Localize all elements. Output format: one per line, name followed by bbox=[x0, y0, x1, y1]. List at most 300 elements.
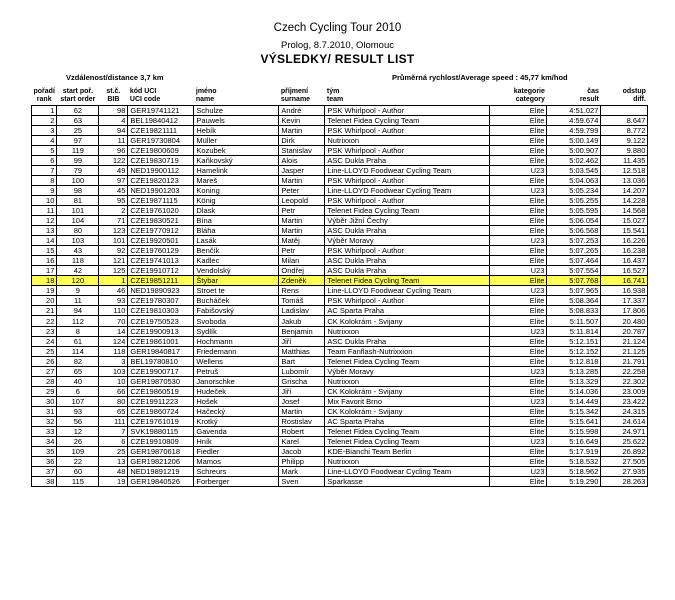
table-row bbox=[32, 376, 648, 386]
cell-first-name: Dlask bbox=[194, 205, 279, 215]
cell-start-order: 103 bbox=[57, 236, 99, 246]
table-row bbox=[32, 135, 648, 145]
cell-uci-code: GER19821206 bbox=[128, 457, 194, 467]
cell-first-name: Forberger bbox=[194, 477, 279, 487]
table-row bbox=[32, 386, 648, 396]
cell-bib: 14 bbox=[99, 326, 128, 336]
cell-result-time: 5:11.814 bbox=[547, 326, 601, 336]
cell-team: ASC Dukla Praha bbox=[325, 155, 490, 165]
cell-diff: 16.938 bbox=[601, 286, 648, 296]
cell-diff: 27.935 bbox=[601, 467, 648, 477]
cell-rank: 25 bbox=[32, 346, 57, 356]
cell-diff: 17.806 bbox=[601, 306, 648, 316]
table-row bbox=[32, 145, 648, 155]
cell-team: ASC Dukla Praha bbox=[325, 266, 490, 276]
cell-uci-code: CZE19750523 bbox=[128, 316, 194, 326]
cell-team: PSK Whirlpool - Author bbox=[325, 145, 490, 155]
cell-surname: Rens bbox=[279, 286, 325, 296]
cell-first-name: Svoboda bbox=[194, 316, 279, 326]
cell-result-time: 5:13.285 bbox=[547, 366, 601, 376]
cell-surname: Milan bbox=[279, 256, 325, 266]
cell-result-time: 5:15.342 bbox=[547, 406, 601, 416]
cell-surname: Lubomír bbox=[279, 366, 325, 376]
cell-diff: 21.125 bbox=[601, 346, 648, 356]
cell-team: AC Sparta Praha bbox=[325, 306, 490, 316]
cell-team: AC Sparta Praha bbox=[325, 416, 490, 426]
cell-rank: 14 bbox=[32, 236, 57, 246]
table-row bbox=[32, 366, 648, 376]
cell-diff: 14.207 bbox=[601, 185, 648, 195]
cell-surname: Dirk bbox=[279, 135, 325, 145]
cell-start-order: 82 bbox=[57, 356, 99, 366]
cell-diff: 28.263 bbox=[601, 477, 648, 487]
cell-uci-code: CZE19821111 bbox=[128, 125, 194, 135]
cell-first-name: Wellens bbox=[194, 356, 279, 366]
cell-uci-code: GER19840817 bbox=[128, 346, 194, 356]
cell-diff: 8.772 bbox=[601, 125, 648, 135]
cell-team: Sparkasse bbox=[325, 477, 490, 487]
cell-rank: 24 bbox=[32, 336, 57, 346]
cell-rank: 23 bbox=[32, 326, 57, 336]
cell-uci-code: NED19900112 bbox=[128, 165, 194, 175]
cell-first-name: Štybar bbox=[194, 276, 279, 286]
cell-rank: 21 bbox=[32, 306, 57, 316]
cell-surname: Matthias bbox=[279, 346, 325, 356]
cell-result-time: 5:07.265 bbox=[547, 246, 601, 256]
cell-bib: 25 bbox=[99, 447, 128, 457]
cell-start-order: 97 bbox=[57, 135, 99, 145]
table-row bbox=[32, 447, 648, 457]
cell-start-order: 101 bbox=[57, 205, 99, 215]
cell-uci-code: GER19870530 bbox=[128, 376, 194, 386]
cell-team: KDE-Bianchi Team Berlin bbox=[325, 447, 490, 457]
cell-bib: 19 bbox=[99, 477, 128, 487]
cell-category: Elite bbox=[490, 175, 547, 185]
cell-rank: 3 bbox=[32, 125, 57, 135]
cell-first-name: Lasák bbox=[194, 236, 279, 246]
cell-bib: 46 bbox=[99, 286, 128, 296]
cell-start-order: 6 bbox=[57, 386, 99, 396]
cell-uci-code: CZE19910809 bbox=[128, 437, 194, 447]
cell-diff: 24.315 bbox=[601, 406, 648, 416]
cell-bib: 118 bbox=[99, 346, 128, 356]
cell-first-name: Mareš bbox=[194, 175, 279, 185]
cell-start-order: 25 bbox=[57, 125, 99, 135]
cell-first-name: Hník bbox=[194, 437, 279, 447]
cell-team: ASC Dukla Praha bbox=[325, 336, 490, 346]
cell-bib: 3 bbox=[99, 356, 128, 366]
cell-category: Elite bbox=[490, 316, 547, 326]
cell-bib: 97 bbox=[99, 175, 128, 185]
cell-rank: 10 bbox=[32, 195, 57, 205]
cell-rank: 19 bbox=[32, 286, 57, 296]
cell-bib: 66 bbox=[99, 386, 128, 396]
cell-category: Elite bbox=[490, 376, 547, 386]
cell-result-time: 5:07.965 bbox=[547, 286, 601, 296]
cell-rank: 22 bbox=[32, 316, 57, 326]
cell-diff: 9.122 bbox=[601, 135, 648, 145]
table-row bbox=[32, 457, 648, 467]
cell-first-name: Sydlík bbox=[194, 326, 279, 336]
cell-rank: 34 bbox=[32, 437, 57, 447]
cell-diff: 14.228 bbox=[601, 195, 648, 205]
cell-diff: 17.337 bbox=[601, 296, 648, 306]
cell-surname: Kevin bbox=[279, 115, 325, 125]
cell-surname: Ondřej bbox=[279, 266, 325, 276]
cell-team: Mix Favorit Brno bbox=[325, 396, 490, 406]
cell-bib: 111 bbox=[99, 416, 128, 426]
cell-category: Elite bbox=[490, 457, 547, 467]
results-body bbox=[32, 105, 648, 487]
table-row bbox=[32, 195, 648, 205]
cell-uci-code: CZE19800609 bbox=[128, 145, 194, 155]
cell-start-order: 8 bbox=[57, 326, 99, 336]
table-row bbox=[32, 105, 648, 115]
cell-result-time: 5:05.595 bbox=[547, 205, 601, 215]
table-row bbox=[32, 416, 648, 426]
table-row bbox=[32, 306, 648, 316]
table-row bbox=[32, 115, 648, 125]
col-header-name: jméno name bbox=[194, 83, 279, 105]
cell-start-order: 65 bbox=[57, 366, 99, 376]
cell-result-time: 5:12.152 bbox=[547, 346, 601, 356]
cell-first-name: Hochmann bbox=[194, 336, 279, 346]
cell-diff: 20.787 bbox=[601, 326, 648, 336]
cell-start-order: 115 bbox=[57, 477, 99, 487]
cell-start-order: 9 bbox=[57, 286, 99, 296]
event-subtitle: Prolog, 8.7.2010, Olomouc bbox=[280, 40, 394, 51]
cell-rank: 15 bbox=[32, 246, 57, 256]
cell-surname: Tomáš bbox=[279, 296, 325, 306]
cell-category: Elite bbox=[490, 296, 547, 306]
cell-first-name: Hačecký bbox=[194, 406, 279, 416]
cell-start-order: 43 bbox=[57, 246, 99, 256]
table-row bbox=[32, 276, 648, 286]
cell-surname: Grischa bbox=[279, 376, 325, 386]
cell-surname: Jiří bbox=[279, 336, 325, 346]
cell-result-time: 5:07.768 bbox=[547, 276, 601, 286]
col-header-rank: pořadí rank bbox=[32, 83, 57, 105]
cell-surname: Martin bbox=[279, 226, 325, 236]
event-title: Czech Cycling Tour 2010 bbox=[273, 22, 402, 34]
cell-start-order: 60 bbox=[57, 467, 99, 477]
cell-category: U23 bbox=[490, 185, 547, 195]
cell-diff: 16.226 bbox=[601, 236, 648, 246]
cell-result-time: 5:11.507 bbox=[547, 316, 601, 326]
cell-first-name: Stroet te bbox=[194, 286, 279, 296]
cell-team: PSK Whirlpool - Author bbox=[325, 246, 490, 256]
cell-diff: 22.302 bbox=[601, 376, 648, 386]
cell-category: Elite bbox=[490, 205, 547, 215]
table-row bbox=[32, 356, 648, 366]
cell-category: Elite bbox=[490, 216, 547, 226]
col-header-uci: kód UCI UCI code bbox=[128, 83, 194, 105]
cell-team: CK Kolokrám - Svijany bbox=[325, 316, 490, 326]
cell-result-time: 5:07.464 bbox=[547, 256, 601, 266]
page-heading: VÝSLEDKY/ RESULT LIST bbox=[260, 52, 415, 66]
cell-rank: 16 bbox=[32, 256, 57, 266]
cell-category: Elite bbox=[490, 447, 547, 457]
cell-start-order: 79 bbox=[57, 165, 99, 175]
cell-result-time: 5:00.149 bbox=[547, 135, 601, 145]
cell-uci-code: CZE19741013 bbox=[128, 256, 194, 266]
cell-first-name: Kaňkovský bbox=[194, 155, 279, 165]
cell-start-order: 12 bbox=[57, 427, 99, 437]
cell-bib: 95 bbox=[99, 195, 128, 205]
cell-category: Elite bbox=[490, 135, 547, 145]
cell-uci-code: CZE19851211 bbox=[128, 276, 194, 286]
table-row bbox=[32, 326, 648, 336]
cell-diff: 22.258 bbox=[601, 366, 648, 376]
cell-result-time: 5:12.151 bbox=[547, 336, 601, 346]
cell-surname: Martin bbox=[279, 406, 325, 416]
cell-uci-code: GER19870618 bbox=[128, 447, 194, 457]
col-header-start-order: start poř. start order bbox=[57, 83, 99, 105]
cell-start-order: 81 bbox=[57, 195, 99, 205]
cell-surname: Alois bbox=[279, 155, 325, 165]
cell-result-time: 5:12.818 bbox=[547, 356, 601, 366]
cell-surname: Jasper bbox=[279, 165, 325, 175]
cell-uci-code: GER19741121 bbox=[128, 105, 194, 115]
table-row bbox=[32, 406, 648, 416]
cell-start-order: 99 bbox=[57, 155, 99, 165]
cell-team: Výběr Jižní Čechy bbox=[325, 216, 490, 226]
cell-category: U23 bbox=[490, 165, 547, 175]
cell-uci-code: CZE19810303 bbox=[128, 306, 194, 316]
cell-category: Elite bbox=[490, 276, 547, 286]
cell-bib: 101 bbox=[99, 236, 128, 246]
cell-uci-code: CZE19911223 bbox=[128, 396, 194, 406]
cell-team: PSK Whirlpool - Author bbox=[325, 175, 490, 185]
cell-bib: 80 bbox=[99, 396, 128, 406]
cell-bib: 124 bbox=[99, 336, 128, 346]
cell-start-order: 109 bbox=[57, 447, 99, 457]
cell-bib: 121 bbox=[99, 256, 128, 266]
cell-category: Elite bbox=[490, 306, 547, 316]
cell-surname: Karel bbox=[279, 437, 325, 447]
table-row bbox=[32, 477, 648, 487]
cell-surname: Mark bbox=[279, 467, 325, 477]
table-row bbox=[32, 256, 648, 266]
table-row bbox=[32, 155, 648, 165]
cell-surname: Jiří bbox=[279, 386, 325, 396]
cell-category: Elite bbox=[490, 346, 547, 356]
cell-team: Line-LLOYD Foodwear Cycling Team bbox=[325, 185, 490, 195]
table-row bbox=[32, 226, 648, 236]
cell-rank: 18 bbox=[32, 276, 57, 286]
cell-rank: 37 bbox=[32, 467, 57, 477]
table-row bbox=[32, 236, 648, 246]
cell-uci-code: CZE19900717 bbox=[128, 366, 194, 376]
cell-uci-code: NED19891219 bbox=[128, 467, 194, 477]
cell-uci-code: NED19901203 bbox=[128, 185, 194, 195]
cell-start-order: 80 bbox=[57, 226, 99, 236]
table-row bbox=[32, 185, 648, 195]
cell-result-time: 5:18.962 bbox=[547, 467, 601, 477]
cell-result-time: 5:13.329 bbox=[547, 376, 601, 386]
cell-first-name: Hamelink bbox=[194, 165, 279, 175]
cell-team: Nutrixxon bbox=[325, 376, 490, 386]
cell-bib: 92 bbox=[99, 246, 128, 256]
cell-uci-code: CZE19770912 bbox=[128, 226, 194, 236]
cell-bib: 103 bbox=[99, 366, 128, 376]
cell-result-time: 5:14.449 bbox=[547, 396, 601, 406]
cell-diff: 25.622 bbox=[601, 437, 648, 447]
cell-rank: 17 bbox=[32, 266, 57, 276]
cell-diff: 16.527 bbox=[601, 266, 648, 276]
cell-start-order: 112 bbox=[57, 316, 99, 326]
cell-category: U23 bbox=[490, 286, 547, 296]
cell-bib: 93 bbox=[99, 296, 128, 306]
cell-team: Line-LLOYD Foodwear Cycling Team bbox=[325, 165, 490, 175]
cell-category: Elite bbox=[490, 125, 547, 135]
cell-diff: 27.505 bbox=[601, 457, 648, 467]
cell-result-time: 5:07.253 bbox=[547, 236, 601, 246]
cell-rank: 28 bbox=[32, 376, 57, 386]
cell-start-order: 61 bbox=[57, 336, 99, 346]
cell-uci-code: CZE19900913 bbox=[128, 326, 194, 336]
cell-uci-code: CZE19820123 bbox=[128, 175, 194, 185]
cell-category: U23 bbox=[490, 326, 547, 336]
cell-start-order: 93 bbox=[57, 406, 99, 416]
cell-uci-code: GER19730804 bbox=[128, 135, 194, 145]
cell-result-time: 5:16.649 bbox=[547, 437, 601, 447]
cell-diff: 21.791 bbox=[601, 356, 648, 366]
cell-start-order: 63 bbox=[57, 115, 99, 125]
cell-rank: 27 bbox=[32, 366, 57, 376]
cell-uci-code: CZE19910712 bbox=[128, 266, 194, 276]
cell-first-name: Hošek bbox=[194, 396, 279, 406]
cell-category: Elite bbox=[490, 246, 547, 256]
cell-diff: 13.036 bbox=[601, 175, 648, 185]
cell-bib: 2 bbox=[99, 205, 128, 215]
cell-result-time: 5:02.462 bbox=[547, 155, 601, 165]
cell-team: Výběr Moravy bbox=[325, 366, 490, 376]
table-header-row bbox=[32, 83, 648, 105]
cell-start-order: 22 bbox=[57, 457, 99, 467]
cell-diff: 15.027 bbox=[601, 216, 648, 226]
cell-first-name: Friedemann bbox=[194, 346, 279, 356]
cell-category: U23 bbox=[490, 396, 547, 406]
cell-bib: 110 bbox=[99, 306, 128, 316]
cell-first-name: Petruš bbox=[194, 366, 279, 376]
table-row bbox=[32, 396, 648, 406]
cell-team: Telenet Fidea Cycling Team bbox=[325, 356, 490, 366]
cell-team: Nutrixxon bbox=[325, 135, 490, 145]
cell-team: Výběr Moravy bbox=[325, 236, 490, 246]
cell-result-time: 5:15.641 bbox=[547, 416, 601, 426]
cell-category: Elite bbox=[490, 406, 547, 416]
col-header-team: tým team bbox=[325, 83, 490, 105]
cell-first-name: Kozubek bbox=[194, 145, 279, 155]
cell-first-name: König bbox=[194, 195, 279, 205]
cell-team: Nutrixxon bbox=[325, 326, 490, 336]
cell-start-order: 56 bbox=[57, 416, 99, 426]
cell-diff: 20.480 bbox=[601, 316, 648, 326]
cell-rank: 7 bbox=[32, 165, 57, 175]
cell-rank: 35 bbox=[32, 447, 57, 457]
cell-rank: 2 bbox=[32, 115, 57, 125]
cell-rank: 13 bbox=[32, 226, 57, 236]
cell-bib: 94 bbox=[99, 125, 128, 135]
cell-category: Elite bbox=[490, 115, 547, 125]
cell-team: Telenet Fidea Cycling Team bbox=[325, 115, 490, 125]
cell-result-time: 5:05.255 bbox=[547, 195, 601, 205]
table-row bbox=[32, 437, 648, 447]
cell-surname: Martin bbox=[279, 216, 325, 226]
cell-diff: 8.647 bbox=[601, 115, 648, 125]
cell-start-order: 107 bbox=[57, 396, 99, 406]
table-row bbox=[32, 205, 648, 215]
cell-result-time: 5:15.998 bbox=[547, 427, 601, 437]
table-row bbox=[32, 216, 648, 226]
cell-team: Team Fanflash-Nutrixxion bbox=[325, 346, 490, 356]
cell-result-time: 5:18.532 bbox=[547, 457, 601, 467]
cell-uci-code: CZE19761020 bbox=[128, 205, 194, 215]
cell-bib: 48 bbox=[99, 467, 128, 477]
cell-category: Elite bbox=[490, 256, 547, 266]
cell-team: Telenet Fidea Cycling Team bbox=[325, 205, 490, 215]
cell-start-order: 11 bbox=[57, 296, 99, 306]
cell-diff: 26.892 bbox=[601, 447, 648, 457]
cell-rank: 26 bbox=[32, 356, 57, 366]
cell-uci-code: CZE19830521 bbox=[128, 216, 194, 226]
cell-team: PSK Whirlpool - Author bbox=[325, 296, 490, 306]
cell-rank: 6 bbox=[32, 155, 57, 165]
cell-category: Elite bbox=[490, 155, 547, 165]
cell-start-order: 100 bbox=[57, 175, 99, 185]
results-table bbox=[31, 83, 648, 487]
cell-uci-code: CZE19860724 bbox=[128, 406, 194, 416]
cell-bib: 96 bbox=[99, 145, 128, 155]
cell-category: Elite bbox=[490, 105, 547, 115]
cell-rank: 32 bbox=[32, 416, 57, 426]
cell-uci-code: CZE19871115 bbox=[128, 195, 194, 205]
cell-surname: Zdeněk bbox=[279, 276, 325, 286]
cell-first-name: Pauwels bbox=[194, 115, 279, 125]
table-row bbox=[32, 125, 648, 135]
cell-category: U23 bbox=[490, 437, 547, 447]
cell-bib: 10 bbox=[99, 376, 128, 386]
cell-bib: 125 bbox=[99, 266, 128, 276]
cell-first-name: Schreurs bbox=[194, 467, 279, 477]
cell-first-name: Bláha bbox=[194, 226, 279, 236]
cell-start-order: 104 bbox=[57, 216, 99, 226]
cell-result-time: 5:06.054 bbox=[547, 216, 601, 226]
cell-first-name: Fabišovský bbox=[194, 306, 279, 316]
cell-rank: 33 bbox=[32, 427, 57, 437]
cell-uci-code: NED19890923 bbox=[128, 286, 194, 296]
cell-first-name: Vendolský bbox=[194, 266, 279, 276]
cell-first-name: Mamos bbox=[194, 457, 279, 467]
cell-diff: 14.568 bbox=[601, 205, 648, 215]
cell-surname: Bart bbox=[279, 356, 325, 366]
cell-result-time: 5:17.919 bbox=[547, 447, 601, 457]
cell-uci-code: SVK19880115 bbox=[128, 427, 194, 437]
cell-team: PSK Whirlpool - Author bbox=[325, 105, 490, 115]
cell-surname: Jakub bbox=[279, 316, 325, 326]
cell-diff: 24.614 bbox=[601, 416, 648, 426]
table-row bbox=[32, 266, 648, 276]
cell-diff: 16.238 bbox=[601, 246, 648, 256]
cell-rank: 30 bbox=[32, 396, 57, 406]
cell-uci-code: CZE19830719 bbox=[128, 155, 194, 165]
col-header-surname: příjmení surname bbox=[279, 83, 325, 105]
cell-uci-code: BEL19780810 bbox=[128, 356, 194, 366]
cell-surname: Martin bbox=[279, 125, 325, 135]
cell-category: Elite bbox=[490, 145, 547, 155]
cell-result-time: 4:59.674 bbox=[547, 115, 601, 125]
